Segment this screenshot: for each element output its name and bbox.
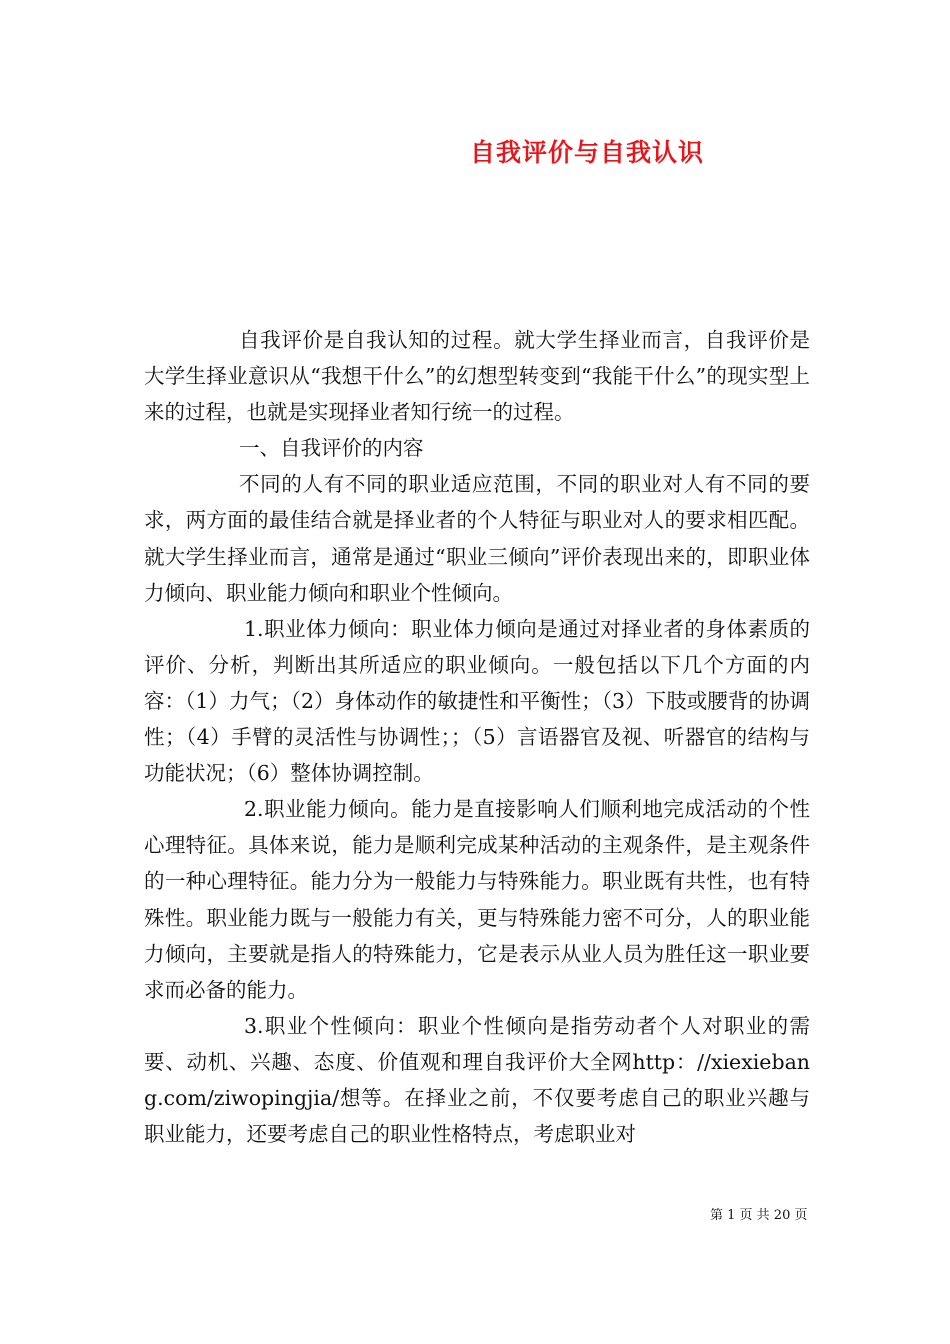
section-heading: 一、自我评价的内容 [239, 436, 424, 461]
document-title: 自我评价与自我认识 [470, 138, 705, 167]
paragraph-intro: 自我评价是自我认知的过程。就大学生择业而言，自我评价是大学生择业意识从“我想干什么”的幻想型转变到“我能干什么”的现实型上来的过程，也就是实现择业者知行统一的过程。 [144, 328, 810, 425]
paragraph-ability-tendency: 2.职业能力倾向。能力是直接影响人们顺利地完成活动的个性心理特征。具体来说，能力是顺利完成某种活动的主观条件，是主观条件的一种心理特征。能力分为一般能力与特殊能力。职业既有共性，也有特殊性。职业能力既与一般能力有关，更与特殊能力密不可分，人的职业能力倾向，主要就是指人的特殊能力，它是表示从业人员为胜任这一职业要求而必备的能力。 [144, 797, 810, 1002]
paragraph-personality-tendency: 3.职业个性倾向：职业个性倾向是指劳动者个人对职业的需要、动机、兴趣、态度、价值观和理自我评价大全网http：//xiexiebang.com/ziwopingjia/想等。在择业之前，不仅要考虑自己的职业兴趣与职业能力，还要考虑自己的职业性格特点，考虑职业对 [144, 1013, 810, 1147]
document-body [144, 322, 810, 1152]
paragraph-requirements: 不同的人有不同的职业适应范围，不同的职业对人有不同的要求，两方面的最佳结合就是择业者的个人特征与职业对人的要求相匹配。就大学生择业而言，通常是通过“职业三倾向”评价表现出来的，即职业体力倾向、职业能力倾向和职业个性倾向。 [144, 472, 810, 605]
paragraph-physical-tendency: 1.职业体力倾向：职业体力倾向是通过对择业者的身体素质的评价、分析，判断出其所适应的职业倾向。一般包括以下几个方面的内容：（1）力气；（2）身体动作的敏捷性和平衡性；（3）下肢或腰背的协调性；（4）手臂的灵活性与协调性；；（5）言语器官及视、听器官的结构与功能状况；（6）整体协调控制。 [144, 616, 810, 786]
page-footer: 第 1 页 共 20 页 [710, 1208, 808, 1223]
